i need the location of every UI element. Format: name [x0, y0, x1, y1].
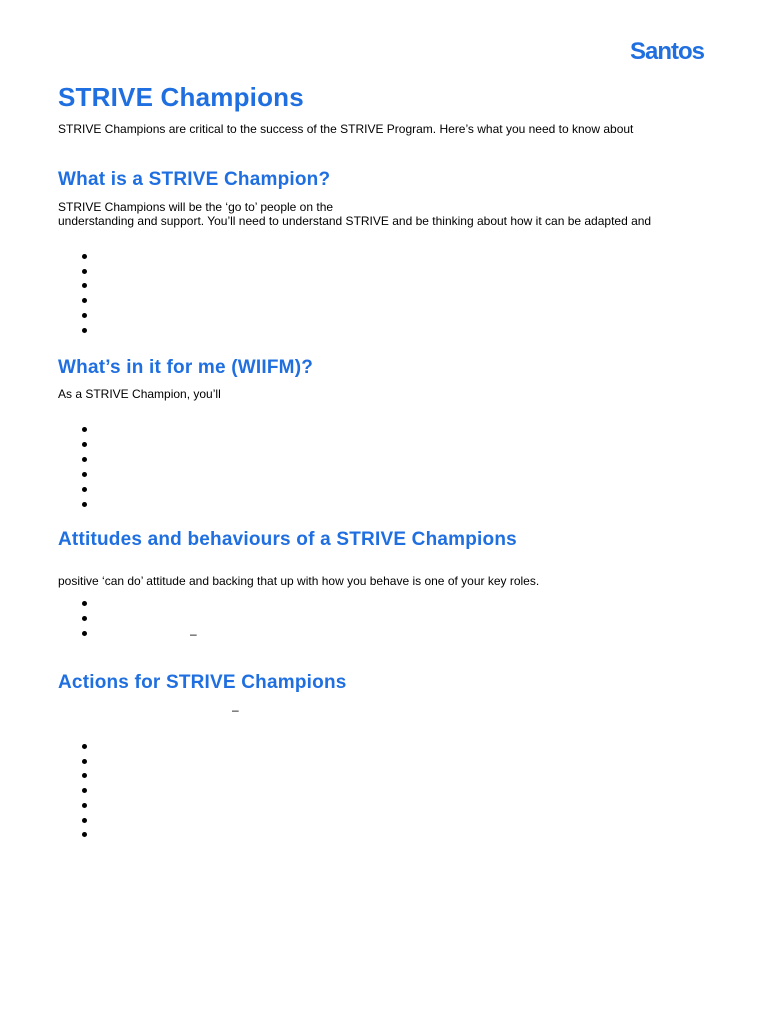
- list-bullet: [82, 328, 87, 333]
- list-bullet: [82, 442, 87, 447]
- list-bullet: [82, 744, 87, 749]
- section-1-line-2: understanding and support. You’ll need to understand STRIVE and be thinking about how it can be adapted and: [58, 214, 652, 228]
- section-3-line-1: positive ‘can do’ attitude and backing that up with how you behave is one of your key roles.: [58, 574, 540, 588]
- section-heading-what-is: What is a STRIVE Champion?: [58, 169, 331, 190]
- section-2-line-1: As a STRIVE Champion, you’ll: [58, 387, 221, 401]
- list-bullet: [82, 457, 87, 462]
- list-bullet: [82, 298, 87, 303]
- list-bullet: [82, 487, 87, 492]
- list-bullet: [82, 283, 87, 288]
- list-bullet: [82, 427, 87, 432]
- list-bullet: [82, 313, 87, 318]
- intro-paragraph: STRIVE Champions are critical to the success of the STRIVE Program. Here’s what you need to know about: [58, 122, 634, 136]
- list-bullet: [82, 759, 87, 764]
- list-bullet: [82, 773, 87, 778]
- page-title: STRIVE Champions: [58, 82, 304, 112]
- list-bullet: [82, 631, 87, 636]
- list-bullet: [82, 502, 87, 507]
- dash-mark: –: [190, 627, 197, 641]
- section-heading-wiifm: What’s in it for me (WIIFM)?: [58, 357, 314, 378]
- section-1-line-1: STRIVE Champions will be the ‘go to’ people on the: [58, 200, 334, 214]
- list-bullet: [82, 788, 87, 793]
- section-heading-attitudes: Attitudes and behaviours of a STRIVE Champions: [58, 529, 517, 550]
- list-bullet: [82, 832, 87, 837]
- santos-logo: Santos: [630, 38, 705, 65]
- list-bullet: [82, 803, 87, 808]
- list-bullet: [82, 472, 87, 477]
- list-bullet: [82, 254, 87, 259]
- list-bullet: [82, 601, 87, 606]
- section-heading-actions: Actions for STRIVE Champions: [58, 672, 347, 693]
- dash-mark: –: [232, 703, 239, 717]
- list-bullet: [82, 818, 87, 823]
- list-bullet: [82, 269, 87, 274]
- list-bullet: [82, 616, 87, 621]
